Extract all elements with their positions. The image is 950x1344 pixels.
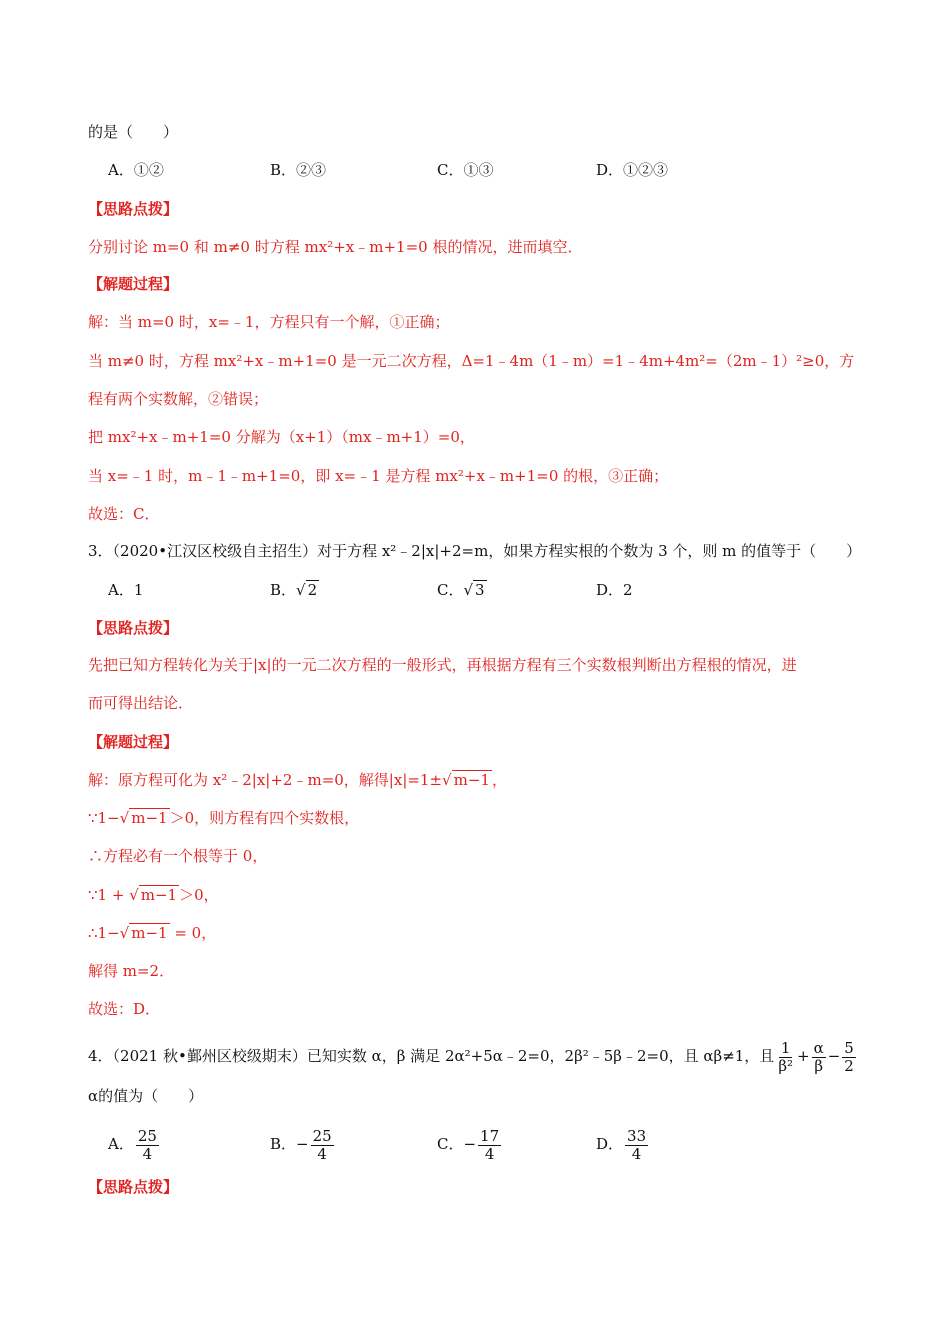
solution-line: ∵1−√ m−1 ＞0，则方程有四个实数根， [88, 809, 360, 827]
question-4-stem: 4．（2021 秋•鄞州区校级期末）已知实数 α，β 满足 2α²+5α﹣2=0，2β²﹣5β﹣2=0，且 αβ≠1，且 $\frac{1}{\text{β²}}$ + $\frac{\alpha}{\beta}$ − $\frac{5}{2}$ [88, 1038, 854, 1075]
fraction: $\frac{1}{\text{β²}}$ [778, 1038, 793, 1075]
option-d: D．①②③ [596, 161, 669, 179]
option-a: A．①② [108, 161, 164, 179]
solution-line: 当 m≠0 时，方程 mx²+x﹣m+1=0 是一元二次方程，Δ=1﹣4m（1﹣m）=1﹣4m+4m²=（2m﹣1）²≥0，方 [88, 352, 855, 370]
option-d: D． $\frac{33}{4}$ [596, 1126, 647, 1163]
fraction: $\frac{5}{2}$ [844, 1038, 854, 1075]
hint-text: 分别讨论 m=0 和 m≠0 时方程 mx²+x﹣m+1=0 根的情况，进而填空． [88, 238, 583, 256]
fraction: $\frac{\alpha}{\beta}$ [813, 1038, 824, 1075]
solution-line: ∴1−√ m−1 = 0， [88, 924, 217, 942]
hint-text: 而可得出结论． [88, 694, 194, 712]
sqrt-expression: √ m−1 [442, 771, 490, 789]
fraction: $\frac{33}{4}$ [627, 1126, 647, 1163]
question-3-stem: 3．（2020•江汉区校级自主招生）对于方程 x²﹣2|x|+2=m，如果方程实根的个数为 3 个，则 m 的值等于（ ） [88, 542, 862, 560]
solution-line: 解：当 m=0 时，x=﹣1，方程只有一个解，①正确； [88, 313, 450, 331]
fraction: $\frac{25}{4}$ [137, 1126, 157, 1163]
solution-line: 故选：C． [88, 505, 160, 523]
option-a: A．1 [108, 581, 144, 599]
option-a: A． $\frac{25}{4}$ [108, 1126, 157, 1163]
hint-text: 先把已知方程转化为关于|x|的一元二次方程的一般形式，再根据方程有三个实数根判断出方程根的情况，进 [88, 656, 797, 674]
option-b: B．√ 2 [270, 581, 318, 599]
fraction: $\frac{17}{4}$ [480, 1126, 500, 1163]
option-b: B．②③ [270, 161, 327, 179]
option-b: B．− $\frac{25}{4}$ [270, 1126, 332, 1163]
solution-line: 故选：D． [88, 1000, 161, 1018]
solution-line: 当 x=﹣1 时，m﹣1﹣m+1=0，即 x=﹣1 是方程 mx²+x﹣m+1=0 的根，③正确； [88, 467, 669, 485]
sqrt-expression: √ m−1 [119, 809, 168, 827]
sqrt-expression: √ 3 [463, 581, 485, 599]
option-c: C．√ 3 [437, 581, 485, 599]
hint-heading: 【思路点拨】 [88, 619, 179, 637]
hint-heading: 【思路点拨】 [88, 1178, 179, 1196]
solution-line: 解得 m=2． [88, 962, 175, 980]
option-c: C．①③ [437, 161, 494, 179]
option-c: C．− $\frac{17}{4}$ [437, 1126, 500, 1163]
fraction: $\frac{25}{4}$ [312, 1126, 332, 1163]
solution-line: ∵1 + √ m−1 ＞0， [88, 886, 219, 904]
solution-heading: 【解题过程】 [88, 275, 179, 293]
question-stem-tail: 的是（ ） [88, 123, 179, 141]
sqrt-expression: √ m−1 [129, 886, 178, 904]
solution-line: 解：原方程可化为 x²﹣2|x|+2﹣m=0，解得|x|=1±√ m−1 ， [88, 771, 507, 789]
question-4-stem-line2: α的值为（ ） [88, 1087, 204, 1105]
sqrt-expression: √ 2 [296, 581, 318, 599]
solution-heading: 【解题过程】 [88, 733, 179, 751]
solution-line: 程有两个实数解，②错误； [88, 390, 269, 408]
option-d: D．2 [596, 581, 633, 599]
solution-line: ∴方程必有一个根等于 0， [88, 847, 268, 865]
sqrt-expression: √ m−1 [119, 924, 168, 942]
hint-heading: 【思路点拨】 [88, 200, 179, 218]
solution-line: 把 mx²+x﹣m+1=0 分解为（x+1）（mx﹣m+1）=0， [88, 428, 475, 446]
